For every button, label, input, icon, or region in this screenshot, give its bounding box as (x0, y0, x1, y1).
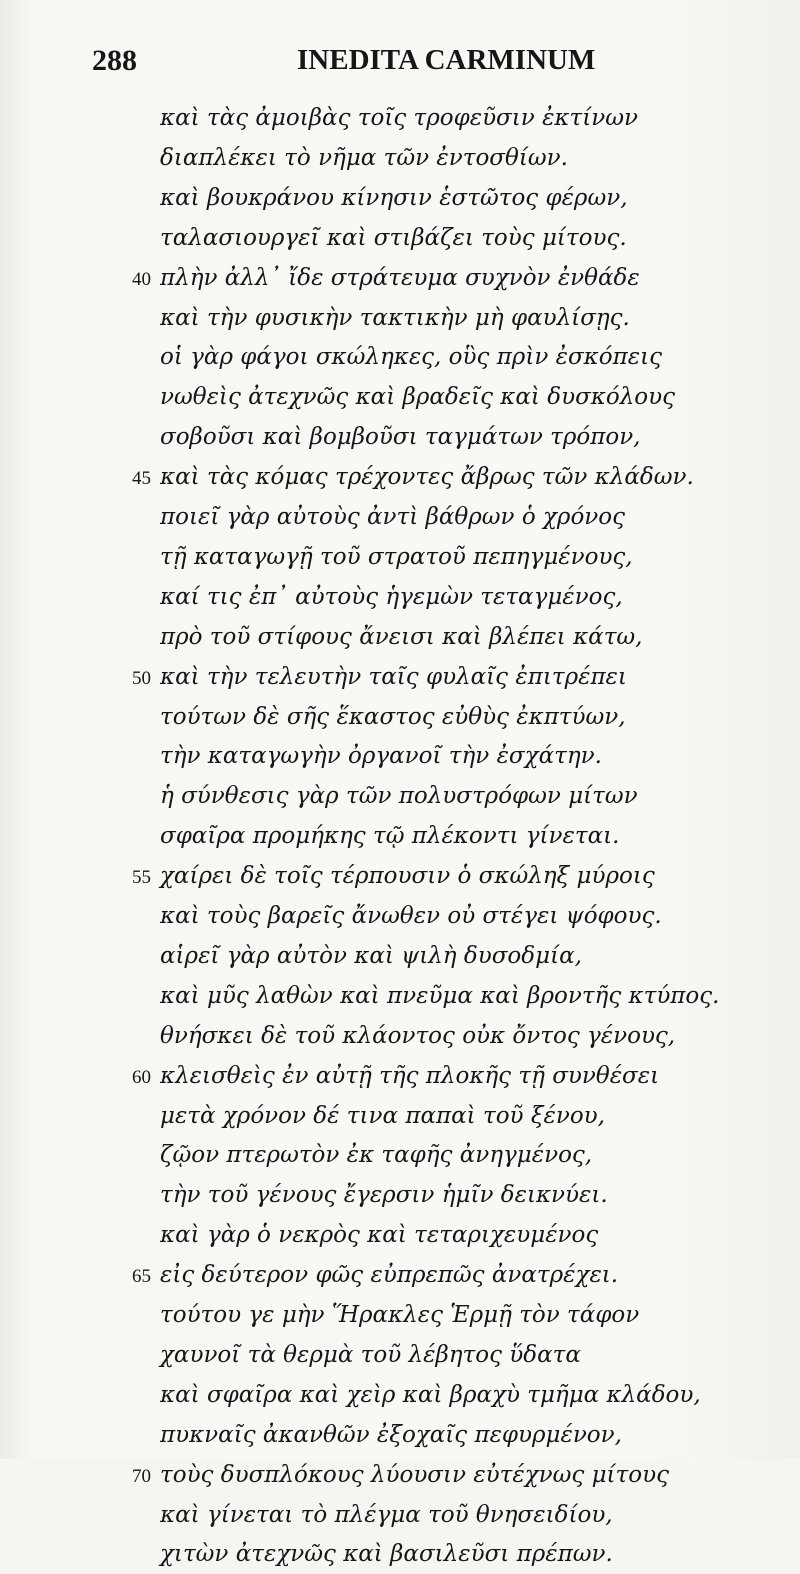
line-number: 45 (132, 468, 151, 490)
verse-text: μετὰ χρόνον δέ τινα παπαὶ τοῦ ξένου, (160, 1102, 605, 1129)
verse-text: καί τις ἐπ᾽ αὐτοὺς ἡγεμὼν τεταγμένος, (160, 583, 623, 610)
line-number: 55 (132, 867, 151, 889)
verse-text: αἱρεῖ γὰρ αὐτὸν καὶ ψιλὴ δυσοδμία, (160, 942, 582, 969)
verse-text: καὶ τὰς κόμας τρέχοντες ἄβρως τῶν κλάδων. (160, 464, 694, 491)
verse-text: σφαῖρα προμήκης τῷ πλέκοντι γίνεται. (160, 823, 620, 850)
verse-text: καὶ τὰς ἀμοιβὰς τοῖς τροφεῦσιν ἐκτίνων (160, 105, 638, 131)
verse-text: καὶ τοὺς βαρεῖς ἄνωθεν οὐ στέγει ψόφους. (160, 903, 662, 929)
verse-text: πρὸ τοῦ στίφους ἄνεισι καὶ βλέπει κάτω, (160, 623, 643, 650)
verse-text: κλεισθεὶς ἐν αὐτῇ τῆς πλοκῆς τῇ συνθέσει (160, 1062, 660, 1089)
verse-text: τούτου γε μὴν Ἥρακλες Ἑρμῇ τὸν τάφον (160, 1302, 640, 1328)
verse-text: καὶ γὰρ ὁ νεκρὸς καὶ τεταριχευμένος (160, 1222, 599, 1249)
verse-text: χαίρει δὲ τοῖς τέρπουσιν ὁ σκώληξ μύροις (160, 863, 655, 890)
verse-text: πλὴν ἀλλ᾽ ἴδε στράτευμα συχνὸν ἐνθάδε (160, 264, 640, 291)
line-number: 50 (132, 667, 151, 689)
verse-text: οἱ γὰρ φάγοι σκώληκες, οὓς πρὶν ἐσκόπεις (160, 344, 662, 371)
verse-text: τοὺς δυσπλόκους λύουσιν εὐτέχνως μίτους (160, 1461, 669, 1488)
verse-text: χιτὼν ἀτεχνῶς καὶ βασιλεῦσι πρέπων. (160, 1541, 613, 1568)
verse-text: ποιεῖ γὰρ αὐτοὺς ἀντὶ βάθρων ὁ χρόνος (160, 504, 626, 530)
line-number: 70 (132, 1465, 151, 1487)
verse-text: ζῷον πτερωτὸν ἐκ ταφῆς ἀνηγμένος, (160, 1142, 593, 1169)
page-number: 288 (92, 44, 137, 77)
line-number: 40 (132, 268, 151, 290)
verse-text: σοβοῦσι καὶ βομβοῦσι ταγμάτων τρόπον, (160, 424, 641, 451)
verse-text: τούτων δὲ σῆς ἕκαστος εὐθὺς ἐκπτύων, (160, 703, 626, 730)
verse-text: τὴν τοῦ γένους ἔγερσιν ἡμῖν δεικνύει. (160, 1182, 608, 1209)
verse-text: θνήσκει δὲ τοῦ κλάοντος οὐκ ὄντος γένους, (160, 1022, 676, 1049)
verse-text: πυκναῖς ἀκανθῶν ἐξοχαῖς πεφυρμένον, (160, 1421, 622, 1448)
verse-text: εἰς δεύτερον φῶς εὐπρεπῶς ἀνατρέχει. (160, 1262, 619, 1289)
verse-text: ταλασιουργεῖ καὶ στιβάζει τοὺς μίτους. (160, 224, 627, 251)
verse-text: καὶ βουκράνου κίνησιν ἑστῶτος φέρων, (160, 184, 628, 211)
verse-text: καὶ γίνεται τὸ πλέγμα τοῦ θνησειδίου, (160, 1501, 613, 1528)
verse-text: νωθεὶς ἀτεχνῶς καὶ βραδεῖς καὶ δυσκόλους (160, 384, 675, 411)
verse-text: καὶ μῦς λαθὼν καὶ πνεῦμα καὶ βροντῆς κτύπος. (160, 982, 720, 1009)
verse-text: καὶ τὴν φυσικὴν τακτικὴν μὴ φαυλίσῃς. (160, 304, 630, 331)
verse-text: διαπλέκει τὸ νῆμα τῶν ἐντοσθίων. (160, 144, 568, 171)
page-header (92, 44, 612, 84)
verse-text: τὴν καταγωγὴν ὀργανοῖ τὴν ἐσχάτην. (160, 743, 602, 770)
verse-text: καὶ σφαῖρα καὶ χεὶρ καὶ βραχὺ τμῆμα κλάδου, (160, 1381, 701, 1408)
line-number: 60 (132, 1066, 151, 1088)
verse-text: χαυνοῖ τὰ θερμὰ τοῦ λέβητος ὕδατα (160, 1341, 581, 1368)
line-number: 65 (132, 1266, 151, 1288)
running-title: INEDITA CARMINUM (297, 44, 596, 76)
verse-text: καὶ τὴν τελευτὴν ταῖς φυλαῖς ἐπιτρέπει (160, 663, 627, 690)
verse-text: ἡ σύνθεσις γὰρ τῶν πολυστρόφων μίτων (160, 783, 638, 810)
verse-text: τῇ καταγωγῇ τοῦ στρατοῦ πεπηγμένους, (160, 543, 633, 570)
